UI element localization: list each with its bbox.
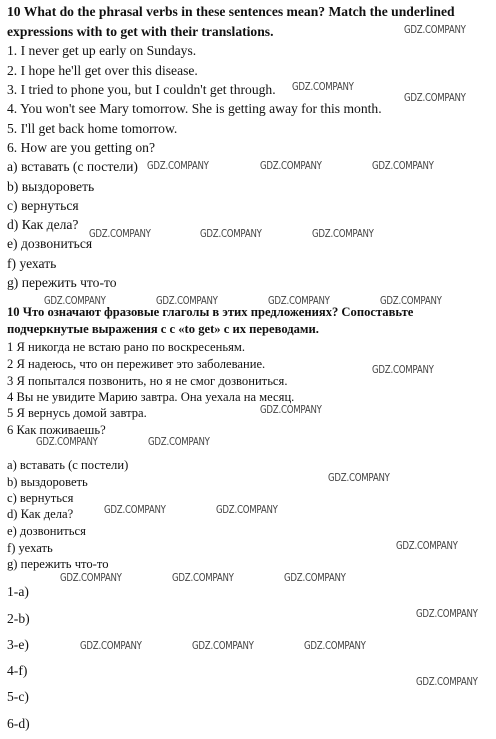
translation-en-c: c) вернуться	[7, 198, 79, 213]
answer-3: 3-e)	[7, 637, 29, 652]
watermark: GDZ.COMPANY	[80, 640, 142, 652]
exercise-heading-ru-line2: подчеркнутые выражения с с «to get» с их переводами.	[7, 322, 319, 336]
sentence-en-1: 1. I never get up early on Sundays.	[7, 43, 197, 58]
translation-en-g: g) пережить что-то	[7, 275, 117, 290]
watermark: GDZ.COMPANY	[36, 436, 98, 448]
answer-6: 6-d)	[7, 716, 30, 731]
translation-ru-c: c) вернуться	[7, 491, 74, 505]
watermark: GDZ.COMPANY	[147, 160, 209, 172]
watermark: GDZ.COMPANY	[328, 472, 390, 484]
sentence-en-5: 5. I'll get back home tomorrow.	[7, 121, 178, 136]
answer-1: 1-a)	[7, 584, 29, 599]
watermark: GDZ.COMPANY	[404, 92, 466, 104]
answer-4: 4-f)	[7, 663, 28, 678]
watermark: GDZ.COMPANY	[380, 295, 442, 307]
translation-en-d: d) Как дела?	[7, 217, 79, 232]
watermark: GDZ.COMPANY	[216, 504, 278, 516]
watermark: GDZ.COMPANY	[372, 364, 434, 376]
answer-2: 2-b)	[7, 611, 30, 626]
sentence-ru-5: 5 Я вернусь домой завтра.	[7, 406, 147, 420]
watermark: GDZ.COMPANY	[416, 676, 478, 688]
translation-ru-g: g) пережить что-то	[7, 557, 109, 571]
sentence-ru-1: 1 Я никогда не встаю рано по воскресеньям.	[7, 340, 246, 354]
translation-en-e: e) дозвониться	[7, 236, 93, 251]
translation-en-a: a) вставать (с постели)	[7, 159, 138, 174]
translation-ru-e: e) дозвониться	[7, 524, 86, 538]
watermark: GDZ.COMPANY	[284, 572, 346, 584]
translation-ru-d: d) Как дела?	[7, 507, 74, 521]
watermark: GDZ.COMPANY	[312, 228, 374, 240]
sentence-en-4: 4. You won't see Mary tomorrow. She is getting away for this month.	[7, 101, 382, 116]
exercise-heading-en-line2: expressions with to get with their translations.	[7, 24, 274, 39]
translation-en-b: b) выздороветь	[7, 179, 95, 194]
watermark: GDZ.COMPANY	[60, 572, 122, 584]
watermark: GDZ.COMPANY	[268, 295, 330, 307]
watermark: GDZ.COMPANY	[104, 504, 166, 516]
translation-ru-a: a) вставать (с постели)	[7, 458, 129, 472]
watermark: GDZ.COMPANY	[396, 540, 458, 552]
watermark: GDZ.COMPANY	[404, 24, 466, 36]
sentence-ru-6: 6 Как поживаешь?	[7, 423, 106, 437]
answer-5: 5-c)	[7, 689, 29, 704]
watermark: GDZ.COMPANY	[44, 295, 106, 307]
watermark: GDZ.COMPANY	[260, 404, 322, 416]
watermark: GDZ.COMPANY	[89, 228, 151, 240]
exercise-heading-ru-line1: 10 Что означают фразовые глаголы в этих предложениях? Сопоставьте	[7, 305, 414, 319]
watermark: GDZ.COMPANY	[304, 640, 366, 652]
watermark: GDZ.COMPANY	[156, 295, 218, 307]
translation-en-f: f) уехать	[7, 256, 57, 271]
translation-ru-b: b) выздороветь	[7, 475, 88, 489]
watermark: GDZ.COMPANY	[292, 81, 354, 93]
sentence-en-2: 2. I hope he'll get over this disease.	[7, 63, 198, 78]
watermark: GDZ.COMPANY	[200, 228, 262, 240]
exercise-heading-en-line1: 10 What do the phrasal verbs in these sentences mean? Match the underlined	[7, 4, 455, 19]
sentence-ru-4: 4 Вы не увидите Марию завтра. Она уехала на месяц.	[7, 390, 295, 404]
sentence-ru-2: 2 Я надеюсь, что он переживет это заболевание.	[7, 357, 266, 371]
translation-ru-f: f) уехать	[7, 541, 53, 555]
sentence-en-3: 3. I tried to phone you, but I couldn't get through.	[7, 82, 276, 97]
watermark: GDZ.COMPANY	[372, 160, 434, 172]
watermark: GDZ.COMPANY	[260, 160, 322, 172]
watermark: GDZ.COMPANY	[172, 572, 234, 584]
sentence-en-6: 6. How are you getting on?	[7, 140, 155, 155]
watermark: GDZ.COMPANY	[416, 608, 478, 620]
watermark: GDZ.COMPANY	[192, 640, 254, 652]
sentence-ru-3: 3 Я попытался позвонить, но я не смог дозвониться.	[7, 374, 288, 388]
watermark: GDZ.COMPANY	[148, 436, 210, 448]
